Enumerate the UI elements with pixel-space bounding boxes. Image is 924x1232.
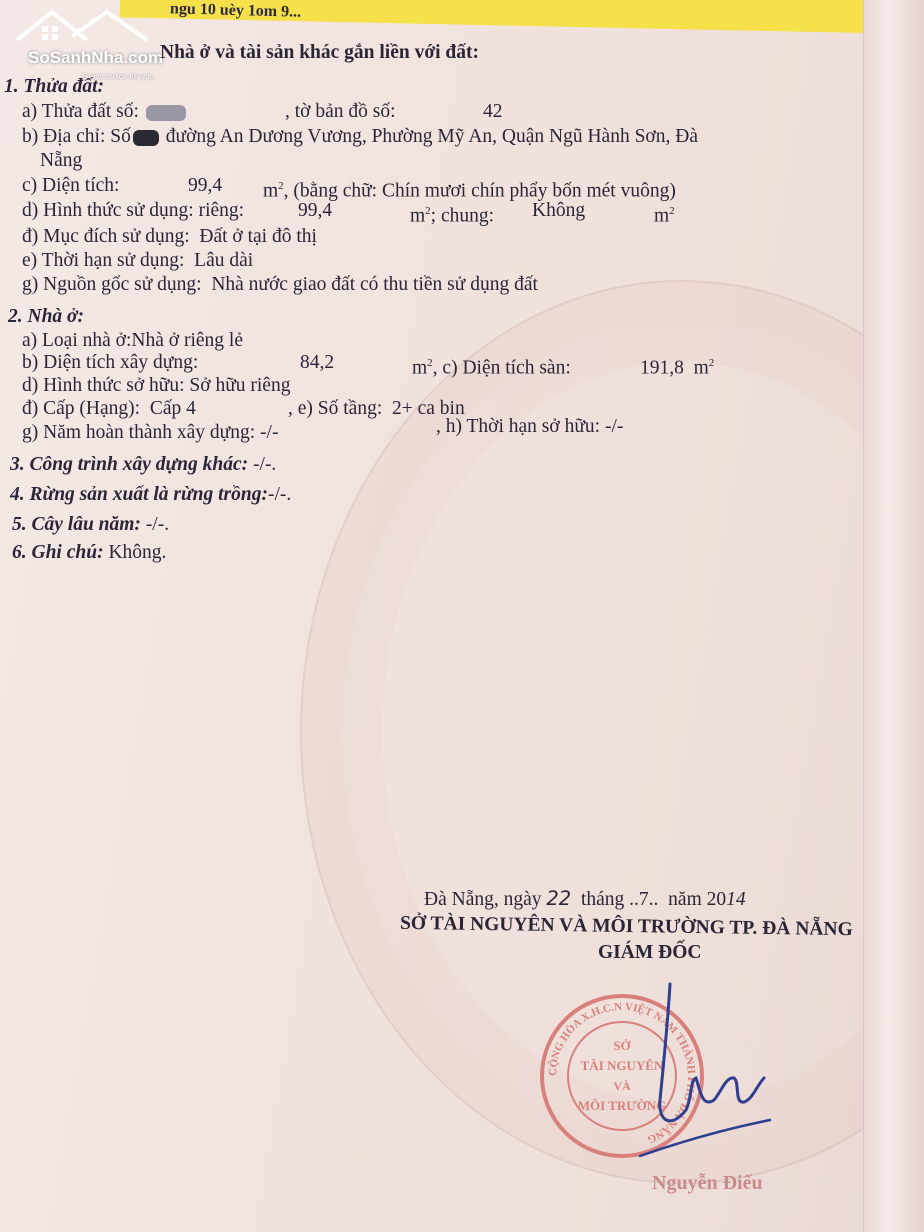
map-label: , tờ bản đồ số: [285, 101, 396, 122]
row-1dd: đ) Mục đích sử dụng: Đất ở tại đô thị [22, 226, 317, 247]
built-area-value: 84,2 [300, 352, 335, 373]
row-6: 6. Ghi chú: Không. [12, 542, 167, 563]
svg-text:CỘNG HÒA X.H.C.N VIỆT NAM THÀ: CỘNG HÒA X.H.C.N VIỆT NAM THÀNH PHỐ ĐÀ NẴNG [546, 1000, 698, 1146]
floor-area-value: 191,8 $m^2$ [640, 357, 715, 379]
common-area-value: Không [532, 200, 586, 221]
address-prefix: Số [110, 126, 131, 147]
house-grade: Cấp 4 [149, 398, 196, 419]
row-5: 5. Cây lâu năm: -/-. [12, 514, 170, 535]
land-origin: Nhà nước giao đất có thu tiền sử dụng đất [211, 274, 538, 295]
row-2dd: đ) Cấp (Hạng): Cấp 4 [22, 398, 196, 419]
row-2d: d) Hình thức sở hữu: Sở hữu riêng [22, 375, 291, 396]
page-spine [863, 0, 924, 1232]
row-2h: , h) Thời hạn sở hữu: -/- [436, 416, 624, 437]
area-value: 99,4 [188, 175, 223, 196]
svg-text:MÔI TRƯỜNG: MÔI TRƯỜNG [577, 1098, 667, 1113]
built-area-unit: $m^2$, c) Diện tích sàn: [412, 357, 571, 379]
row-2a: a) Loại nhà ở:Nhà ở riêng lẻ [22, 330, 243, 351]
private-area-unit: $m^2$; chung: [410, 205, 495, 227]
signing-month: 7 [638, 889, 649, 910]
section6-title: 6. Ghi chú: [12, 542, 104, 563]
label-1b: b) Địa chỉ: [22, 126, 106, 147]
common-area-unit: $m^2$ [654, 205, 675, 227]
completion-year: -/- [260, 422, 279, 443]
house-logo-icon [12, 6, 152, 46]
issuing-agency: SỞ TÀI NGUYÊN VÀ MÔI TRƯỜNG TP. ĐÀ NẴNG [399, 912, 853, 941]
section4-title: 4. Rừng sản xuất là rừng trồng: [10, 484, 268, 505]
area-unit: $m^2$, (bằng chữ: Chín mươi chín phẩy bốn mét vuông) [263, 180, 676, 202]
ownership-term: -/- [604, 416, 624, 437]
watermark-logo [8, 6, 164, 81]
section3-title: 3. Công trình xây dựng khác: [10, 454, 249, 475]
logo-tagline: Great choice for you [82, 72, 155, 81]
logo-name: SoSanhNha.com [28, 48, 164, 67]
label-1c: c) Diện tích: [22, 175, 120, 196]
signing-day: 22 [546, 887, 572, 910]
signer-title: GIÁM ĐỐC [598, 942, 702, 963]
section1-title: 1. Thửa đất: [4, 76, 104, 97]
signing-year: 14 [726, 889, 746, 910]
svg-text:VÀ: VÀ [613, 1079, 631, 1093]
section5-title: 5. Cây lâu năm: [12, 514, 141, 535]
redaction-mark [133, 130, 159, 146]
signer-name: Nguyễn Điểu [652, 1172, 763, 1194]
row-2g: g) Năm hoàn thành xây dựng: -/- [22, 422, 279, 443]
land-term: Lâu dài [194, 250, 254, 271]
label-1d: d) Hình thức sử dụng: riêng: [22, 200, 245, 221]
document-heading: Nhà ở và tài sản khác gắn liền với đất: [160, 42, 480, 63]
svg-text:TÀI NGUYÊN: TÀI NGUYÊN [580, 1058, 664, 1073]
row-4: 4. Rừng sản xuất là rừng trồng:-/-. [10, 484, 292, 505]
signing-date: Đà Nẵng, ngày 22 tháng ..7.. năm 2014 [424, 887, 746, 910]
row-1a [22, 101, 188, 123]
land-purpose: Đất ở tại đô thị [199, 226, 317, 247]
section2-title: 2. Nhà ở: [8, 306, 85, 327]
ownership-type: Sở hữu riêng [189, 375, 291, 396]
handwritten-signature-icon [630, 980, 780, 1160]
row-1g: g) Nguồn gốc sử dụng: Nhà nước giao đất có thu tiền sử dụng đất [22, 274, 538, 295]
map-number: 42 [483, 101, 503, 122]
floor-count: 2+ ca bin [391, 398, 465, 419]
private-area-value: 99,4 [298, 200, 333, 221]
svg-text:SỞ: SỞ [613, 1038, 631, 1053]
row-3: 3. Công trình xây dựng khác: -/-. [10, 454, 277, 475]
address-value: đường An Dương Vương, Phường Mỹ An, Quận Ngũ Hành Sơn, Đà [165, 126, 698, 147]
top-text-fragment: ngu 10 uèy 1om 9... [169, 0, 302, 21]
redaction-mark [146, 105, 186, 121]
row-2e: , e) Số tầng: 2+ ca bin [288, 398, 465, 419]
row-1e: e) Thời hạn sử dụng: Lâu dài [22, 250, 254, 271]
row-1b [22, 126, 698, 148]
area-in-words: , (bằng chữ: Chín mươi chín phẩy bốn mét vuông) [283, 180, 676, 202]
label-1a: a) Thửa đất số: [22, 101, 139, 122]
label-2b: b) Diện tích xây dựng: [22, 352, 199, 373]
house-type: Nhà ở riêng lẻ [131, 330, 243, 351]
address-continuation: Nẵng [40, 150, 83, 171]
